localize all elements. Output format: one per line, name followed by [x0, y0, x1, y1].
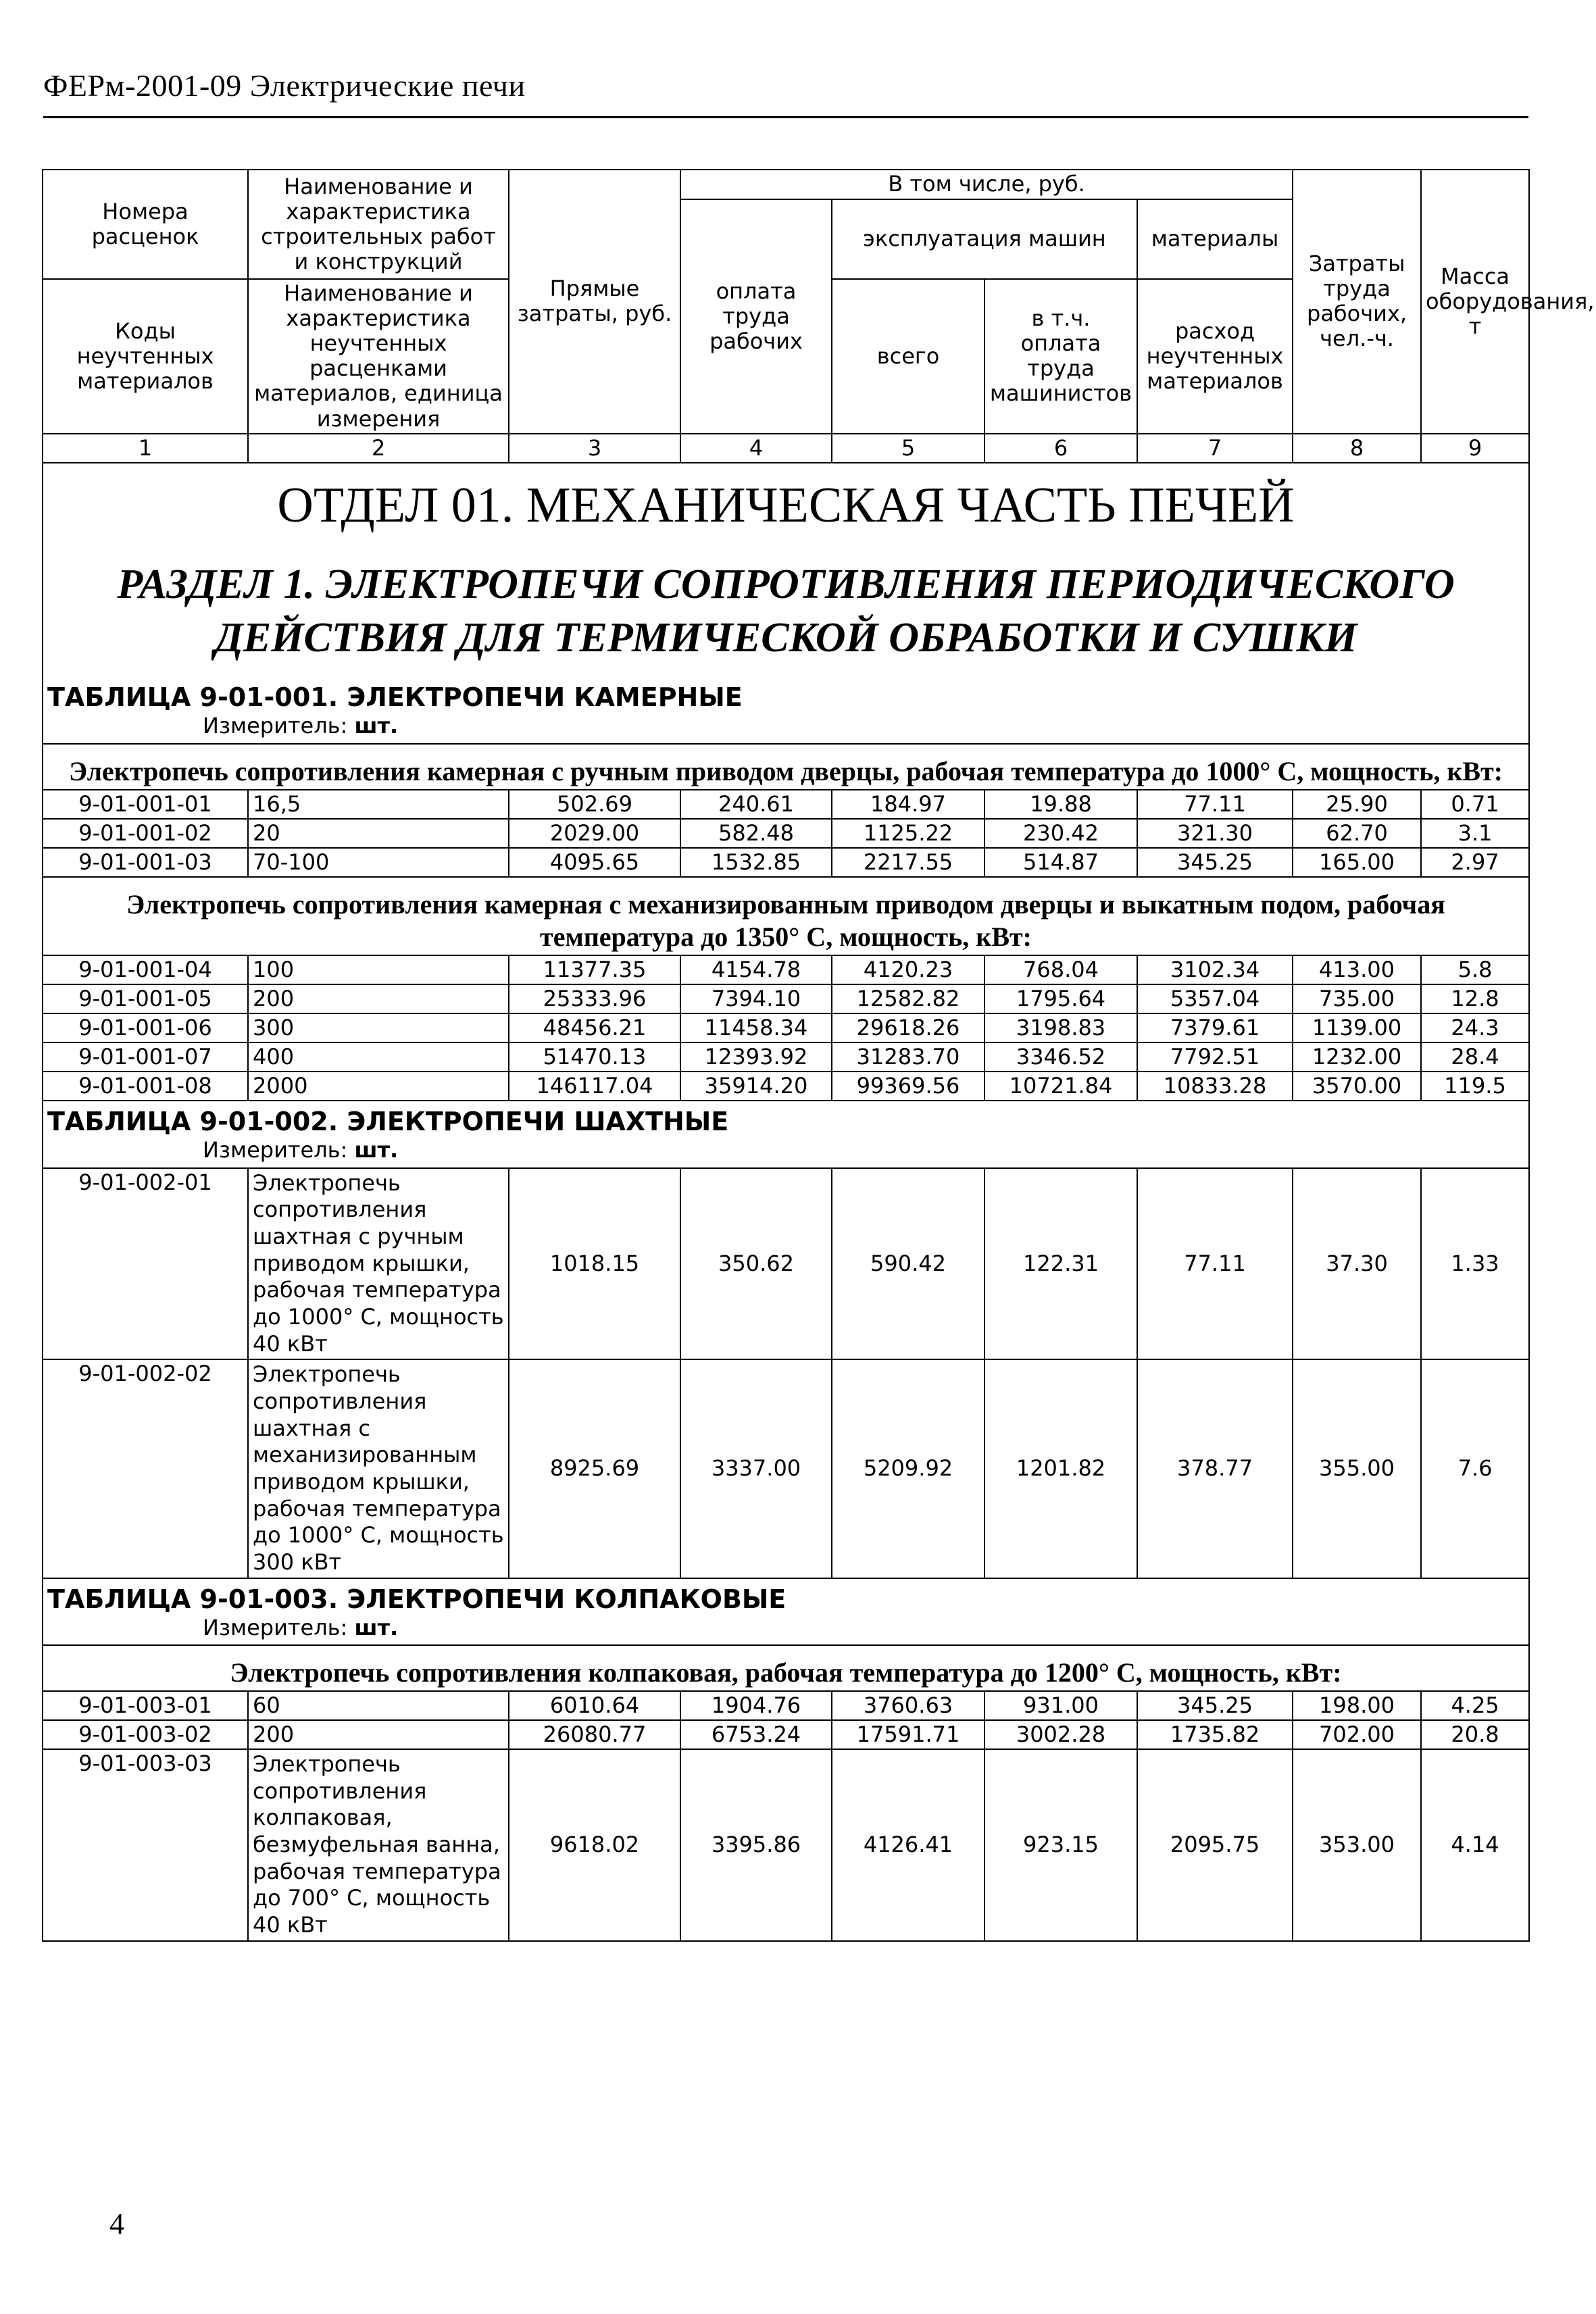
- header-name-top: Наименование и характеристика строительных работ и конструкций: [248, 170, 509, 279]
- column-number: 8: [1293, 434, 1421, 463]
- rate-value: 119.5: [1421, 1072, 1529, 1101]
- rate-value: 350.62: [680, 1168, 832, 1360]
- document-header: ФЕРм-2001-09 Электрические печи: [43, 68, 526, 103]
- rate-value: 3.1: [1421, 819, 1529, 848]
- rate-code: 9-01-003-02: [43, 1720, 248, 1749]
- rate-code: 9-01-002-02: [43, 1359, 248, 1578]
- rate-value: 7379.61: [1137, 1013, 1293, 1042]
- group-heading: Электропечь сопротивления камерная с ручным приводом дверцы, рабочая температура до 1000° С, мощность, кВт:: [43, 744, 1529, 790]
- rate-value: 355.00: [1293, 1359, 1421, 1578]
- table-title: ТАБЛИЦА 9-01-003. ЭЛЕКТРОПЕЧИ КОЛПАКОВЫЕ: [43, 1578, 1529, 1614]
- rate-code: 9-01-001-07: [43, 1042, 248, 1072]
- column-number: 3: [509, 434, 680, 463]
- rate-description: 200: [248, 1720, 509, 1749]
- rate-value: 20.8: [1421, 1720, 1529, 1749]
- rate-value: 62.70: [1293, 819, 1421, 848]
- rate-value: 3346.52: [984, 1042, 1137, 1072]
- rate-value: 514.87: [984, 848, 1137, 877]
- rate-value: 735.00: [1293, 984, 1421, 1013]
- header-name-bottom: Наименование и характеристика неучтенных расценками материалов, единица измерения: [248, 279, 509, 434]
- rate-value: 31283.70: [832, 1042, 984, 1072]
- measure-unit: шт.: [354, 713, 399, 739]
- rate-value: 77.11: [1137, 790, 1293, 819]
- header-materials: материалы: [1137, 199, 1293, 279]
- rate-value: 1201.82: [984, 1359, 1137, 1578]
- header-unaccounted: расход неучтенных материалов: [1137, 279, 1293, 434]
- rate-value: 1125.22: [832, 819, 984, 848]
- rate-code: 9-01-001-06: [43, 1013, 248, 1042]
- group-heading: Электропечь сопротивления колпаковая, рабочая температура до 1200° С, мощность, кВт:: [43, 1645, 1529, 1691]
- rate-value: 353.00: [1293, 1749, 1421, 1941]
- rate-value: 3760.63: [832, 1691, 984, 1720]
- department-title: ОТДЕЛ 01. МЕХАНИЧЕСКАЯ ЧАСТЬ ПЕЧЕЙ: [43, 463, 1529, 557]
- column-number-row: [43, 434, 1529, 463]
- rate-value: 502.69: [509, 790, 680, 819]
- rate-value: 4095.65: [509, 848, 680, 877]
- rate-value: 7394.10: [680, 984, 832, 1013]
- rate-description: 60: [248, 1691, 509, 1720]
- table-row: [43, 1720, 1529, 1749]
- rate-description: 400: [248, 1042, 509, 1072]
- column-number: 4: [680, 434, 832, 463]
- column-number: 7: [1137, 434, 1293, 463]
- rate-value: 3002.28: [984, 1720, 1137, 1749]
- rate-value: 7792.51: [1137, 1042, 1293, 1072]
- rate-value: 11458.34: [680, 1013, 832, 1042]
- rate-value: 923.15: [984, 1749, 1137, 1941]
- column-number: 2: [248, 434, 509, 463]
- rate-code: 9-01-001-03: [43, 848, 248, 877]
- column-number: 9: [1421, 434, 1529, 463]
- rate-value: 1232.00: [1293, 1042, 1421, 1072]
- rate-value: 10833.28: [1137, 1072, 1293, 1101]
- rate-value: 28.4: [1421, 1042, 1529, 1072]
- rate-value: 2029.00: [509, 819, 680, 848]
- rate-value: 24.3: [1421, 1013, 1529, 1042]
- rate-description: 300: [248, 1013, 509, 1042]
- rate-value: 165.00: [1293, 848, 1421, 877]
- rate-value: 35914.20: [680, 1072, 832, 1101]
- rate-description: 200: [248, 984, 509, 1013]
- table-row: [43, 1359, 1529, 1578]
- column-number: 1: [43, 434, 248, 463]
- rate-value: 1018.15: [509, 1168, 680, 1360]
- rate-value: 1532.85: [680, 848, 832, 877]
- column-number: 5: [832, 434, 984, 463]
- rate-value: 5209.92: [832, 1359, 984, 1578]
- rate-value: 6010.64: [509, 1691, 680, 1720]
- table-row: [43, 819, 1529, 848]
- header-machinist-wages: в т.ч. оплата труда машинистов: [984, 279, 1137, 434]
- rate-value: 2095.75: [1137, 1749, 1293, 1941]
- header-mass: Масса оборудования, т: [1421, 170, 1529, 434]
- rate-value: 378.77: [1137, 1359, 1293, 1578]
- rate-value: 9618.02: [509, 1749, 680, 1941]
- rate-value: 12582.82: [832, 984, 984, 1013]
- rate-value: 8925.69: [509, 1359, 680, 1578]
- rate-value: 4154.78: [680, 955, 832, 984]
- header-including: В том числе, руб.: [680, 170, 1293, 199]
- measure-unit: шт.: [354, 1614, 399, 1640]
- measure-label: Измеритель:: [203, 1137, 348, 1163]
- table-row: [43, 984, 1529, 1013]
- header-wages: оплата труда рабочих: [680, 199, 832, 434]
- rate-value: 0.71: [1421, 790, 1529, 819]
- table-row: [43, 790, 1529, 819]
- rate-description: 20: [248, 819, 509, 848]
- rate-value: 184.97: [832, 790, 984, 819]
- rate-value: 3570.00: [1293, 1072, 1421, 1101]
- rate-value: 6753.24: [680, 1720, 832, 1749]
- measure-line: [43, 1136, 1529, 1167]
- page-number: 4: [109, 2207, 124, 2240]
- rate-value: 25.90: [1293, 790, 1421, 819]
- header-divider: [43, 116, 1528, 118]
- rate-value: 7.6: [1421, 1359, 1529, 1578]
- header-labor: Затраты труда рабочих, чел.-ч.: [1293, 170, 1421, 434]
- rate-value: 26080.77: [509, 1720, 680, 1749]
- rate-value: 3102.34: [1137, 955, 1293, 984]
- rate-value: 1795.64: [984, 984, 1137, 1013]
- table-title: ТАБЛИЦА 9-01-002. ЭЛЕКТРОПЕЧИ ШАХТНЫЕ: [43, 1101, 1529, 1136]
- measure-label: Измеритель:: [203, 713, 348, 739]
- rate-value: 5357.04: [1137, 984, 1293, 1013]
- rate-value: 146117.04: [509, 1072, 680, 1101]
- rate-value: 25333.96: [509, 984, 680, 1013]
- header-codes-bottom: Коды неучтенных материалов: [43, 279, 248, 434]
- rate-value: 99369.56: [832, 1072, 984, 1101]
- rate-value: 2.97: [1421, 848, 1529, 877]
- header-codes-top: Номера расценок: [43, 170, 248, 279]
- rate-description: 16,5: [248, 790, 509, 819]
- rate-value: 12.8: [1421, 984, 1529, 1013]
- rate-value: 3395.86: [680, 1749, 832, 1941]
- rate-value: 931.00: [984, 1691, 1137, 1720]
- rate-value: 77.11: [1137, 1168, 1293, 1360]
- header-machines-all: всего: [832, 279, 984, 434]
- rate-value: 37.30: [1293, 1168, 1421, 1360]
- rate-value: 19.88: [984, 790, 1137, 819]
- rate-code: 9-01-001-01: [43, 790, 248, 819]
- rate-code: 9-01-003-01: [43, 1691, 248, 1720]
- rate-value: 5.8: [1421, 955, 1529, 984]
- table-row: [43, 1749, 1529, 1941]
- rate-value: 345.25: [1137, 848, 1293, 877]
- rate-code: 9-01-001-04: [43, 955, 248, 984]
- rate-value: 4.25: [1421, 1691, 1529, 1720]
- rate-value: 702.00: [1293, 1720, 1421, 1749]
- section-title: РАЗДЕЛ 1. ЭЛЕКТРОПЕЧИ СОПРОТИВЛЕНИЯ ПЕРИОДИЧЕСКОГО ДЕЙСТВИЯ ДЛЯ ТЕРМИЧЕСКОЙ ОБРАБОТКИ И СУШКИ: [43, 557, 1529, 678]
- rate-value: 2217.55: [832, 848, 984, 877]
- rate-value: 1.33: [1421, 1168, 1529, 1360]
- rate-code: 9-01-003-03: [43, 1749, 248, 1941]
- rate-value: 4120.23: [832, 955, 984, 984]
- rate-value: 3198.83: [984, 1013, 1137, 1042]
- rate-value: 122.31: [984, 1168, 1137, 1360]
- rate-code: 9-01-001-08: [43, 1072, 248, 1101]
- rate-value: 48456.21: [509, 1013, 680, 1042]
- rates-table: [42, 169, 1595, 1942]
- table-row: [43, 1168, 1529, 1360]
- measure-line: [43, 1614, 1529, 1645]
- measure-label: Измеритель:: [203, 1614, 348, 1640]
- rate-value: 29618.26: [832, 1013, 984, 1042]
- rate-value: 582.48: [680, 819, 832, 848]
- rate-description: Электропечь сопротивления шахтная с ручным приводом крышки, рабочая температура до 1000° С, мощность 40 кВт: [248, 1168, 509, 1360]
- group-heading: Электропечь сопротивления камерная с механизированным приводом дверцы и выкатным подом, рабочая температура до 1350° С, мощность, кВт:: [43, 877, 1529, 955]
- rate-code: 9-01-001-02: [43, 819, 248, 848]
- rate-value: 768.04: [984, 955, 1137, 984]
- rate-code: 9-01-002-01: [43, 1168, 248, 1360]
- rate-code: 9-01-001-05: [43, 984, 248, 1013]
- measure-line: [43, 712, 1529, 743]
- rate-value: 3337.00: [680, 1359, 832, 1578]
- table-row: [43, 1013, 1529, 1042]
- rate-value: 240.61: [680, 790, 832, 819]
- rate-description: Электропечь сопротивления колпаковая, безмуфельная ванна, рабочая температура до 700° С, мощность 40 кВт: [248, 1749, 509, 1941]
- rate-description: 70-100: [248, 848, 509, 877]
- rate-value: 10721.84: [984, 1072, 1137, 1101]
- header-direct-costs: Прямые затраты, руб.: [509, 170, 680, 434]
- table-row: [43, 1691, 1529, 1720]
- table-row: [43, 955, 1529, 984]
- rate-value: 321.30: [1137, 819, 1293, 848]
- table-row: [43, 1042, 1529, 1072]
- rate-value: 11377.35: [509, 955, 680, 984]
- column-number: 6: [984, 434, 1137, 463]
- table-title: ТАБЛИЦА 9-01-001. ЭЛЕКТРОПЕЧИ КАМЕРНЫЕ: [43, 677, 1529, 712]
- measure-unit: шт.: [354, 1137, 399, 1163]
- rate-description: 2000: [248, 1072, 509, 1101]
- rate-description: 100: [248, 955, 509, 984]
- rate-value: 12393.92: [680, 1042, 832, 1072]
- rate-value: 590.42: [832, 1168, 984, 1360]
- rate-value: 4.14: [1421, 1749, 1529, 1941]
- rate-description: Электропечь сопротивления шахтная с механизированным приводом крышки, рабочая температура до 1000° С, мощность 300 кВт: [248, 1359, 509, 1578]
- rate-value: 1904.76: [680, 1691, 832, 1720]
- rate-value: 1139.00: [1293, 1013, 1421, 1042]
- rate-value: 230.42: [984, 819, 1137, 848]
- header-machines: эксплуатация машин: [832, 199, 1137, 279]
- rate-value: 51470.13: [509, 1042, 680, 1072]
- rate-value: 1735.82: [1137, 1720, 1293, 1749]
- rate-value: 345.25: [1137, 1691, 1293, 1720]
- table-row: [43, 848, 1529, 877]
- rate-value: 4126.41: [832, 1749, 984, 1941]
- rate-value: 413.00: [1293, 955, 1421, 984]
- rate-value: 198.00: [1293, 1691, 1421, 1720]
- rate-value: 17591.71: [832, 1720, 984, 1749]
- table-row: [43, 1072, 1529, 1101]
